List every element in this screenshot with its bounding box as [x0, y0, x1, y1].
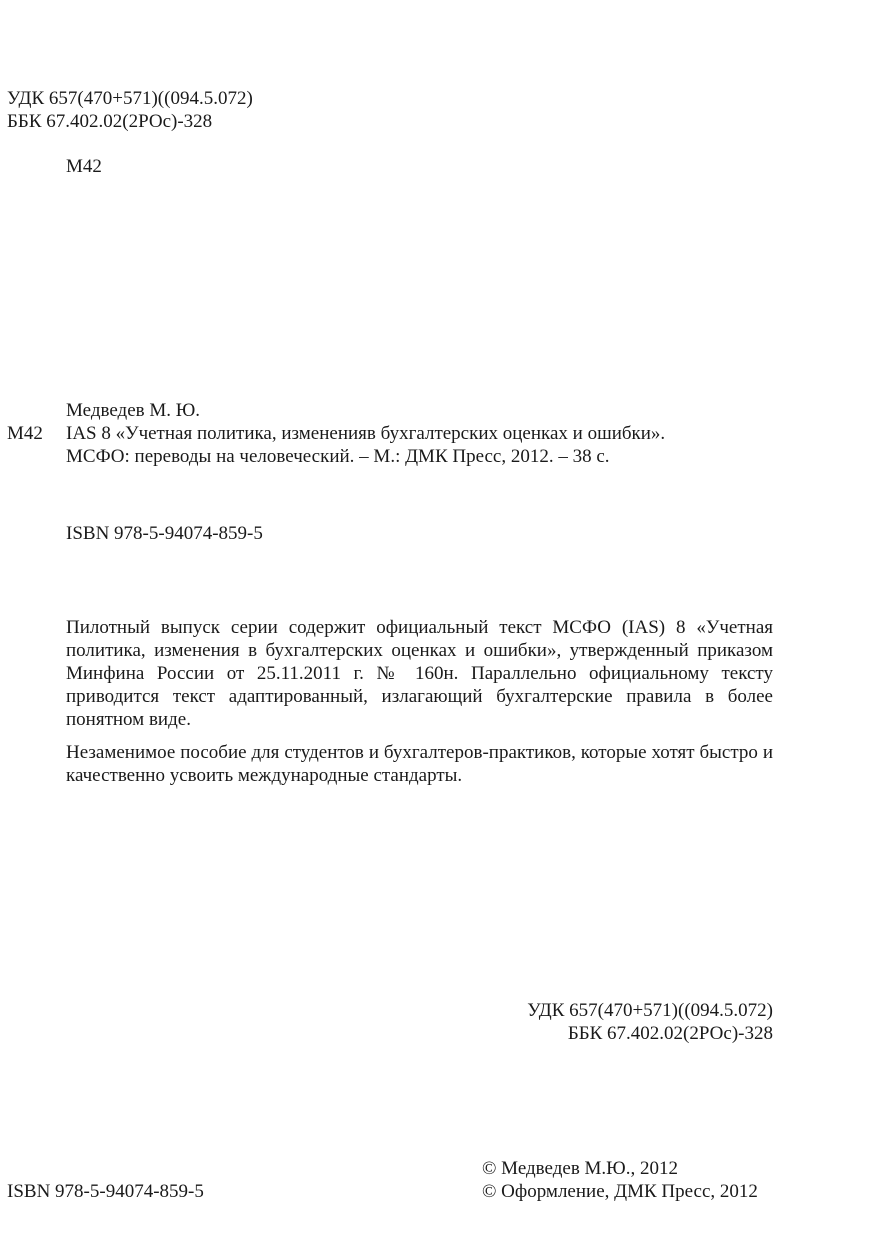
- catalog-title-line: IAS 8 «Учетная политика, измененияв бухгалтерских оценках и ошибки».: [66, 423, 666, 444]
- catalog-isbn: ISBN 978-5-94074-859-5: [66, 523, 263, 544]
- copyright-design: © Оформление, ДМК Пресс, 2012: [482, 1181, 758, 1202]
- footer-isbn: ISBN 978-5-94074-859-5: [7, 1181, 204, 1202]
- top-udk-code: УДК 657(470+571)((094.5.072): [7, 88, 253, 109]
- catalog-author-sign: М42: [7, 423, 43, 444]
- bottom-bbk-code: ББК 67.402.02(2РОс)-328: [567, 1023, 773, 1044]
- copyright-author: © Медведев М.Ю., 2012: [482, 1158, 678, 1179]
- catalog-author: Медведев М. Ю.: [66, 400, 201, 421]
- top-bbk-code: ББК 67.402.02(2РОс)-328: [7, 111, 213, 132]
- annotation-paragraph-2: Незаменимое пособие для студентов и бухгалтеров-практиков, которые хотят быстро и качественно усвоить международные стандарты.: [66, 742, 773, 786]
- top-author-sign: М42: [66, 156, 102, 177]
- catalog-series-line: МСФО: переводы на человеческий. – М.: ДМК Пресс, 2012. – 38 с.: [66, 446, 610, 467]
- annotation-paragraph-1: Пилотный выпуск серии содержит официальный текст МСФО (IAS) 8 «Учетная политика, изменения в бухгалтерских оценках и ошибки», утвержденный приказом Минфина России от 25.11.2011 г. № 160н. Параллельно официальному тексту приводится текст адаптированный, излагающий бухгалтерские правила в более понятном виде.: [66, 617, 773, 730]
- bottom-udk-code: УДК 657(470+571)((094.5.072): [527, 1000, 773, 1021]
